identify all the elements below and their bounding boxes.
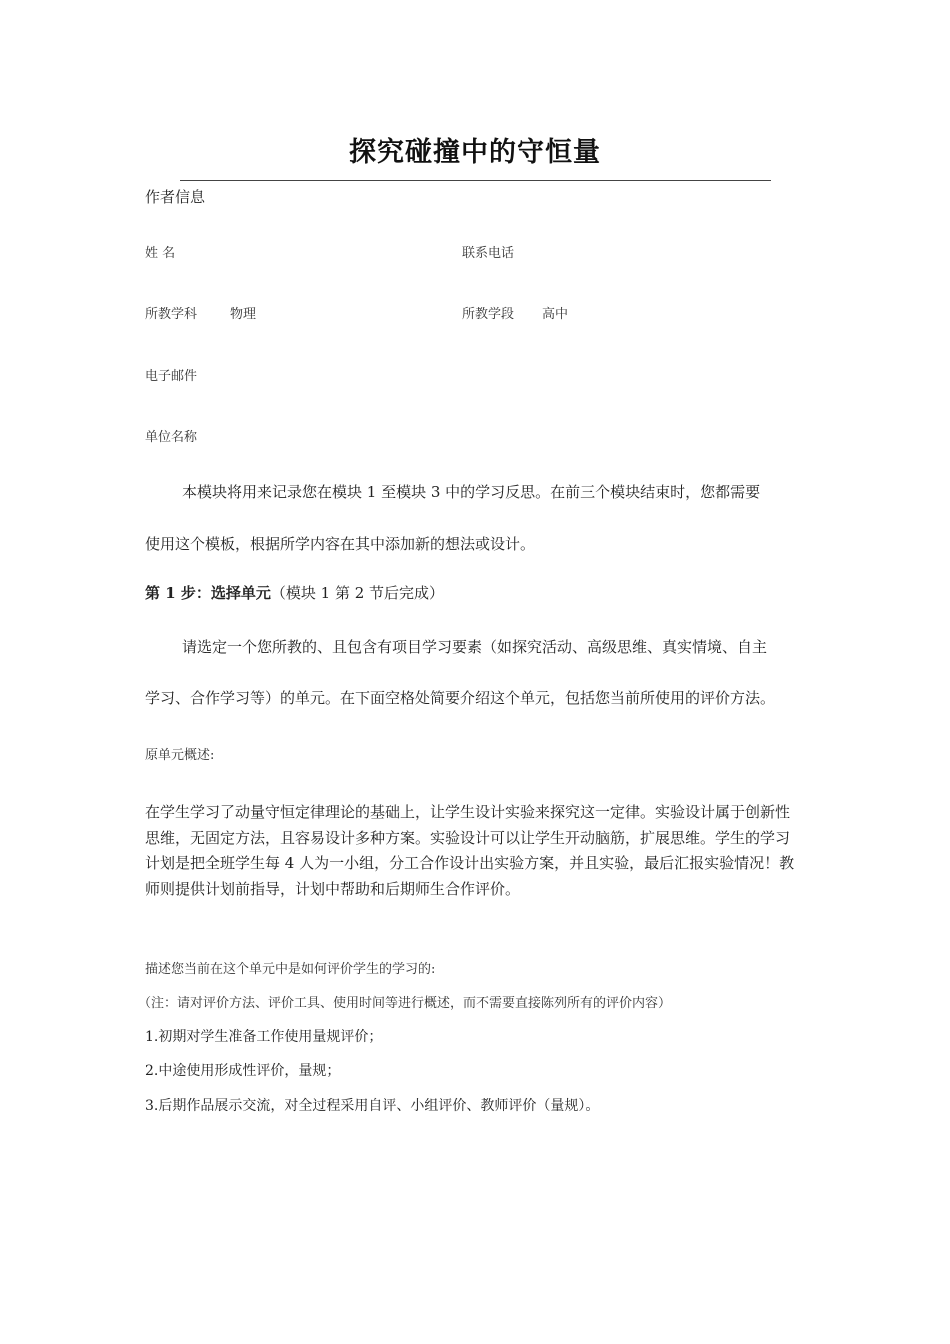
unit-label: 单位名称 — [145, 430, 198, 445]
subject-label: 所教学科 — [145, 307, 198, 322]
evaluation-item-2: 2.中途使用形成性评价，量规； — [145, 1063, 341, 1079]
grade-value: 高中 — [542, 307, 569, 322]
step1-heading-note: （模块 1 第 2 节后完成） — [270, 584, 445, 602]
step1-line-1: 请选定一个您所教的、且包含有项目学习要素（如探究活动、高级思维、真实情境、自主 — [182, 638, 768, 656]
document-title: 探究碰撞中的守恒量 — [349, 137, 601, 168]
email-label: 电子邮件 — [145, 369, 198, 384]
evaluation-item-3: 3.后期作品展示交流，对全过程采用自评、小组评价、教师评价（量规）。 — [145, 1098, 600, 1114]
step1-heading-bold: 第 1 步：选择单元 — [145, 584, 271, 602]
evaluation-label: 描述您当前在这个单元中是如何评价学生的学习的: — [145, 962, 436, 977]
intro-line-2: 使用这个模板，根据所学内容在其中添加新的想法或设计。 — [145, 535, 536, 553]
step1-heading — [145, 582, 444, 603]
phone-label: 联系电话 — [462, 246, 515, 261]
evaluation-note: （注：请对评价方法、评价工具、使用时间等进行概述，而不需要直接陈列所有的评价内容） — [138, 996, 672, 1011]
overview-label: 原单元概述: — [145, 748, 215, 763]
step1-line-2: 学习、合作学习等）的单元。在下面空格处简要介绍这个单元，包括您当前所使用的评价方法。 — [145, 689, 776, 707]
overview-text: 在学生学习了动量守恒定律理论的基础上，让学生设计实验来探究这一定律。实验设计属于创新性思维，无固定方法，且容易设计多种方案。实验设计可以让学生开动脑筋，扩展思维。学生的学习计划是把全班学生每 4 人为一小组，分工合作设计出实验方案，并且实验，最后汇报实验情况！教师则提供计划前指导，计划中帮助和后期师生合作评价。 — [145, 803, 795, 898]
grade-label: 所教学段 — [462, 307, 515, 322]
evaluation-item-1: 1.初期对学生准备工作使用量规评价； — [145, 1029, 383, 1045]
title-underline — [180, 180, 771, 181]
author-info-heading: 作者信息 — [145, 188, 206, 206]
subject-value: 物理 — [230, 307, 257, 322]
intro-line-1: 本模块将用来记录您在模块 1 至模块 3 中的学习反思。在前三个模块结束时，您都需要 — [182, 483, 761, 501]
name-label: 姓 名 — [145, 246, 176, 261]
